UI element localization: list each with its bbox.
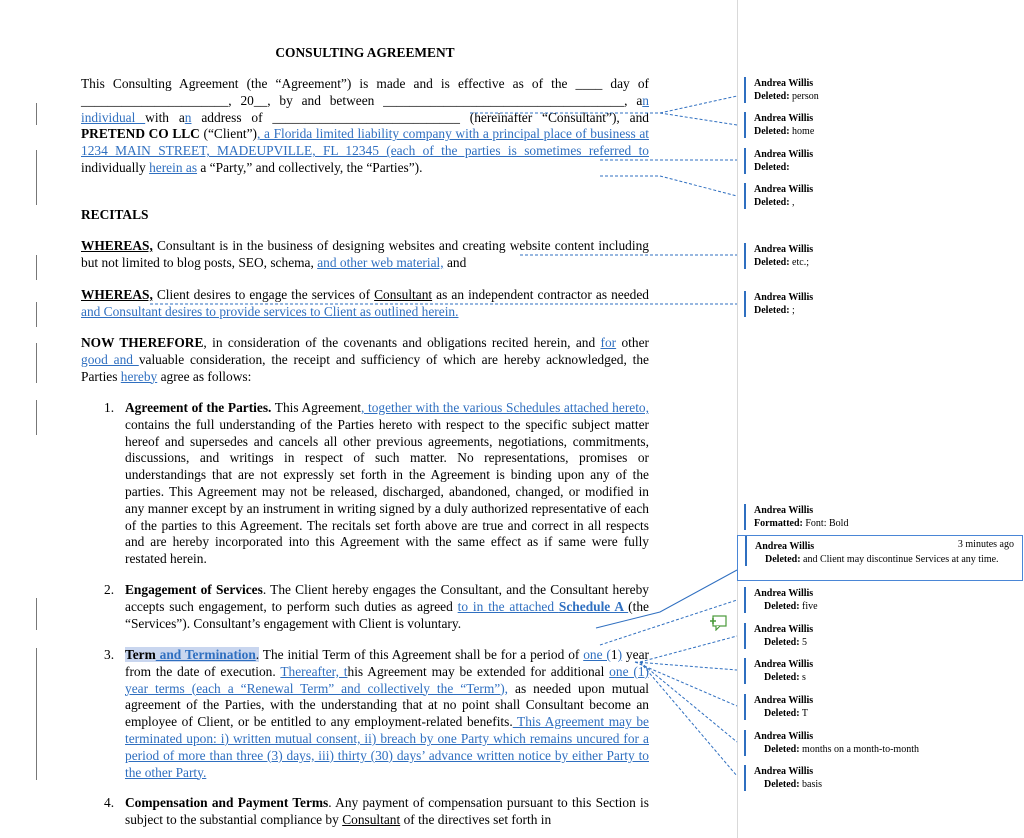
change-bar [36,400,37,435]
balloon-author: Andrea Willis [755,541,815,552]
text-run: agree as follows: [157,368,252,384]
text-run: as needed upon mutual agreement of the Parties, with the understanding that at no point shall Consultant become an employee of Client, or be entitled to any employment-related benefits. [125,680,649,730]
tracked-insertion: to in the attached [457,598,559,614]
balloon-label: Deleted: [765,554,801,565]
text-run: his Agreement may be extended for additional [347,663,610,679]
balloon-text: ; [792,305,795,316]
item-2-paragraph[interactable] [125,582,649,632]
balloon-label: Deleted: [764,601,800,612]
revision-balloon[interactable] [737,658,1024,684]
balloon-timestamp: 3 minutes ago [957,539,1014,550]
balloon-author: Andrea Willis [754,244,814,255]
change-bar [36,103,37,125]
text-run: and [443,254,467,270]
tracked-insertion: and other web material, [317,254,444,270]
balloon-text: home [792,126,815,137]
balloon-text: months on a month-to-month [802,744,919,755]
text-run: a “Party,” and collectively, the “Parties”). [197,159,423,175]
revision-balloon-selected[interactable] [737,535,1023,581]
balloon-author: Andrea Willis [754,588,814,599]
tracked-insertion: , together with the various Schedules attached hereto, [360,400,649,415]
revision-balloon[interactable] [737,587,1024,613]
balloon-label: Deleted: [764,637,800,648]
revision-balloon[interactable] [737,243,1024,269]
tracked-insertion: one ( [583,647,611,662]
balloon-author: Andrea Willis [754,731,814,742]
item-number: 3. [104,647,115,662]
text-run: of the directives set forth in [400,811,552,827]
text-run: This Consulting Agreement (the “Agreement”) is made and is effective as of the ____ day of ______________________, 20__, by and between ____________________________________, a [81,76,649,108]
text-run: . Any payment of compensation pursuant to this Section is subject to the substantial compliance by [125,795,649,827]
text-run: The initial Term of this Agreement shall be for a period of [259,647,584,662]
balloon-text: Font: Bold [805,518,849,529]
balloon-label: Deleted: [764,779,800,790]
revision-balloon[interactable] [737,504,1024,530]
balloon-label: Deleted: [754,91,790,102]
item-number: 4. [104,795,115,810]
balloon-label: Formatted: [754,518,803,529]
balloon-text: T [801,708,808,719]
tracked-insertion: ) [617,647,623,662]
balloon-text: person [792,91,819,102]
balloon-author: Andrea Willis [754,78,814,89]
balloon-text: five [802,601,818,612]
balloon-author: Andrea Willis [754,766,814,777]
revision-balloon[interactable] [737,77,1024,103]
tracked-insertion: Thereafter, t [280,663,348,679]
text-run: Agreement of the Parties. [125,400,272,415]
balloon-author: Andrea Willis [754,505,814,516]
tracked-insertion: This Agreement may be terminated upon: i) written mutual consent, ii) breach by one Party which remains uncured for a period of more than three (3) days, iii) thirty (30) days’ advance written notice by either Party to the other Party. [125,714,649,780]
text-run: individually [81,159,150,175]
recitals-heading: RECITALS [81,207,149,222]
text-run: NOW THEREFORE [81,335,204,350]
text-run: PRETEND CO LLC [81,126,200,142]
balloon-text: and Client may discontinue Services at any time. [803,554,999,565]
balloon-label: Deleted: [764,708,800,719]
document-title: CONSULTING AGREEMENT [275,45,455,60]
balloon-text: s [802,672,806,683]
text-run: WHEREAS, [81,238,153,253]
text-run: WHEREAS, [81,287,153,302]
text-run: Client desires to engage the services of [152,287,375,302]
change-bar [36,343,37,383]
whereas-paragraph-1[interactable] [81,238,649,272]
text-run: address of ____________________________ (hereinafter “Consultant”), and [191,109,649,125]
tracked-insertion: one (1) year terms (each a “Renewal Term” and collectively the “Term”), [125,663,649,696]
change-bar [36,598,37,630]
tracked-insertion: n [184,109,192,125]
tracked-insertion: and Consultant desires to provide services to Client as outlined herein. [81,303,459,319]
tracked-insertion: n individual [81,92,649,125]
change-bar [36,150,37,205]
text-run: , in consideration of the covenants and obligations recited herein, and [203,335,601,350]
text-run: Consultant [374,287,433,302]
intro-paragraph[interactable] [81,76,649,177]
revision-balloon[interactable] [737,183,1024,209]
balloon-author: Andrea Willis [754,184,814,195]
text-run: with a [145,109,185,125]
balloon-author: Andrea Willis [754,149,814,160]
comment-add-icon[interactable] [709,615,727,631]
balloon-label: Deleted: [754,305,790,316]
tracked-insertion: hereby [120,368,158,384]
tracked-insertion: Schedule A [558,598,629,614]
change-bar [36,255,37,280]
balloon-text: basis [802,779,823,790]
text-run: year from the date of execution. [125,647,649,679]
balloon-text: etc.; [792,257,809,268]
balloon-author: Andrea Willis [754,113,814,124]
revision-balloon[interactable] [737,291,1024,317]
revision-balloon[interactable] [737,730,1024,756]
text-run: valuable consideration, the receipt and sufficiency of which are hereby acknowledged, the Parties [81,351,650,384]
tracked-insertion: , a Florida limited liability company with a principal place of business at 1234 MAIN STREET, MADEUPVILLE, FL 12345 (each of the parties is sometimes referred to [81,126,649,159]
text-run: Term [125,647,156,662]
item-3-paragraph[interactable] [125,647,649,781]
tracked-insertion: and Termination [155,647,256,662]
item-4-paragraph[interactable] [125,795,649,829]
balloon-label: Deleted: [754,197,790,208]
text-run: contains the full understanding of the Parties hereto with respect to the specific subject matter hereof and supersedes and cancels all other previous agreements, negotiations, commitments, discussions, and writings in respect of such matter. No representations, promises or understandings that are not expressly set forth in the Agreement is binding upon any of the parties. This Agreement may not be released, discharged, abandoned, changed, or modified in any manner except by an instrument in writing signed by a duly authorized representative of each of the parties to this Agreement. The recitals set forth above are true and correct in all respects and are hereby incorporated into this Agreement with the same effect as if same were fully restated herein. [125,416,649,567]
change-bar [36,302,37,327]
text-run: Consultant [342,811,401,827]
item-1-paragraph[interactable] [125,400,649,568]
text-run: . The Client hereby engages the Consultant, and the Consultant hereby accepts such engagement, to perform such duties as agreed [125,582,649,614]
text-run: as an independent contractor as needed [432,287,649,302]
balloon-author: Andrea Willis [754,659,814,670]
text-run: Compensation and Payment Terms [125,795,329,810]
change-bar [36,648,37,780]
balloon-label: Deleted: [754,126,790,137]
balloon-label: Deleted: [754,257,790,268]
text-run: Consultant is in the business of designing websites and creating website content including but not limited to blog posts, SEO, schema, [81,238,649,270]
tracked-insertion: herein as [149,159,198,175]
now-therefore-paragraph[interactable] [81,335,649,385]
item-number: 1. [104,400,115,415]
revision-balloon[interactable] [737,694,1024,720]
text-run: This Agreement [271,400,361,415]
text-run: 1 [610,647,618,662]
balloon-text: , [792,197,795,208]
balloon-author: Andrea Willis [754,624,814,635]
text-run: other [616,335,649,350]
revision-balloon[interactable] [737,148,1024,174]
text-run: . [255,647,260,662]
revision-balloon[interactable] [737,765,1024,791]
text-run: (“Client”) [199,126,258,142]
revision-balloon[interactable] [737,112,1024,138]
balloon-label: Deleted: [764,744,800,755]
whereas-paragraph-2[interactable] [81,287,649,321]
item-number: 2. [104,582,115,597]
tracked-insertion: for [600,335,617,350]
revision-balloon[interactable] [737,623,1024,649]
balloon-label: Deleted: [764,672,800,683]
text-run: (the “Services”). Consultant’s engagement with Client is voluntary. [125,598,649,631]
balloon-author: Andrea Willis [754,695,814,706]
balloon-author: Andrea Willis [754,292,814,303]
balloon-text: 5 [802,637,808,648]
text-run: Engagement of Services [125,582,263,597]
tracked-insertion: good and [81,351,139,367]
balloon-label: Deleted: [754,162,790,173]
